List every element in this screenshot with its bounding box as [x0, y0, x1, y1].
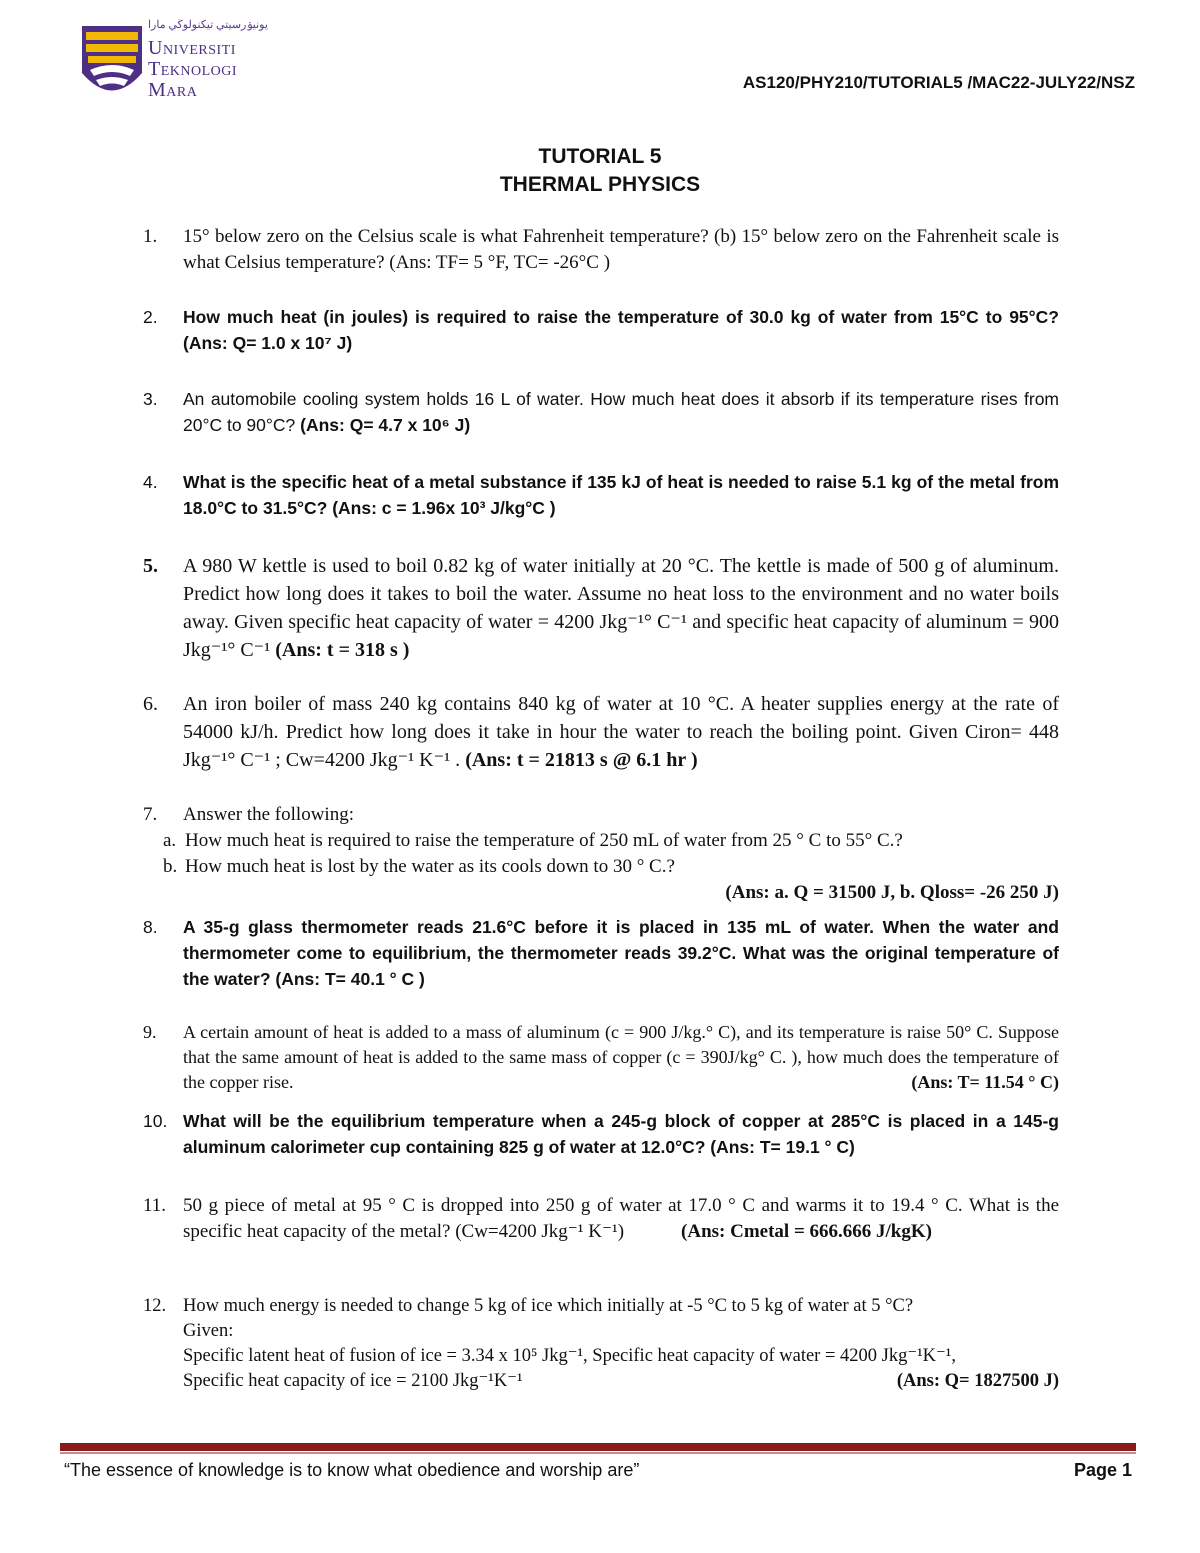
- answer: (Ans: Q= 1827500 J): [896, 1371, 1059, 1391]
- question-number: 3.: [143, 389, 158, 409]
- question-number: 1.: [143, 226, 158, 247]
- answer: (Ans: a. Q = 31500 J, b. Qloss= -26 250 J): [725, 882, 1059, 903]
- question-11: [143, 1193, 1059, 1245]
- answer: (Ans: T= 11.54 ° C): [911, 1072, 1059, 1092]
- question-text: An iron boiler of mass 240 kg contains 840 kg of water at 10 °C. A heater supplies energy at the rate of 54000 kJ/h. Predict how long does it take in hour the water to reach the boiling point. Given Ciron= 448 Jkg⁻¹° C⁻¹ ; Cw=4200 Jkg⁻¹ K⁻¹ .: [183, 693, 1059, 771]
- question-number: 7.: [143, 804, 158, 825]
- course-code: AS120/PHY210/TUTORIAL5 /MAC22-JULY22/NSZ: [742, 73, 1135, 92]
- question-number: 11.: [143, 1195, 167, 1216]
- question-text: Answer the following:: [183, 804, 354, 825]
- question-number: 6.: [143, 693, 158, 715]
- given-line-2: Specific heat capacity of ice = 2100 Jkg⁻¹K⁻¹: [183, 1371, 523, 1391]
- question-5: [143, 552, 1059, 664]
- logo-wordmark: [148, 38, 237, 101]
- question-number: 10.: [143, 1111, 168, 1131]
- answer: (Ans: t = 318 s ): [275, 639, 410, 661]
- question-7: [143, 802, 1059, 906]
- question-text: A 980 W kettle is used to boil 0.82 kg of water initially at 20 °C. The kettle is made of 500 g of aluminum. Predict how long does it takes to boil the water. Assume no heat loss to the environment and no water boils away. Given specific heat capacity of water = 4200 Jkg⁻¹° C⁻¹ and specific heat capacity of aluminum = 900 Jkg⁻¹° C⁻¹: [183, 555, 1059, 661]
- question-text: A certain amount of heat is added to a mass of aluminum (c = 900 J/kg.° C), and its temperature is raise 50° C. Suppose that the same amount of heat is added to the same mass of copper (c = 390J/kg° C. ), how much does the temperature of the copper rise.: [183, 1022, 1059, 1092]
- answer: (Ans: Cmetal = 666.666 J/kgK): [681, 1221, 932, 1242]
- part-label: a.: [163, 830, 177, 851]
- part-text: How much heat is lost by the water as its cools down to 30 ° C.?: [185, 856, 675, 877]
- given-line-1: Specific latent heat of fusion of ice = 3.34 x 10⁵ Jkg⁻¹, Specific heat capacity of water = 4200 Jkg⁻¹K⁻¹,: [183, 1346, 956, 1366]
- logo-line-2: Teknologi: [148, 58, 238, 80]
- question-body: [183, 469, 1059, 521]
- logo-jawi-text: يونيۏرسيتي تيكنولوڬي مارا: [148, 19, 268, 31]
- answer: (Ans: Q= 4.7 x 10⁶ J): [300, 415, 471, 435]
- page-title: [0, 143, 1200, 199]
- given-line-2-row: [183, 1369, 1059, 1394]
- question-number: 8.: [143, 917, 158, 937]
- question-body: [183, 690, 1059, 774]
- question-number: 12.: [143, 1296, 167, 1316]
- question-8: [143, 914, 1059, 992]
- given-heading: Given:: [183, 1321, 234, 1341]
- footer-divider: [60, 1443, 1136, 1451]
- question-body: [183, 914, 1059, 992]
- title-line-2: THERMAL PHYSICS: [499, 173, 701, 196]
- question-text: 50 g piece of metal at 95 ° C is dropped into 250 g of water at 17.0 ° C and warms it to 19.4 ° C. What is the specific heat capacity of the metal? (Cw=4200 Jkg⁻¹ K⁻¹): [183, 1195, 1059, 1242]
- question-text: An automobile cooling system holds 16 L of water. How much heat does it absorb if its temperature rises from 20°C to 90°C?: [183, 389, 1059, 435]
- question-number: 2.: [143, 307, 158, 327]
- title-line-1: TUTORIAL 5: [538, 145, 662, 168]
- question-text: A 35-g glass thermometer reads 21.6°C before it is placed in 135 mL of water. When the water and thermometer come to equilibrium, the thermometer reads 39.2°C. What was the original temperature of the water?: [183, 917, 1059, 989]
- question-7-parts: [143, 828, 1059, 880]
- answer: (Ans: t = 21813 s @ 6.1 hr ): [465, 749, 698, 771]
- question-7-part-b: [163, 854, 1059, 880]
- question-body: [183, 552, 1059, 664]
- question-12: [143, 1294, 1059, 1394]
- question-7-part-a: [163, 828, 1059, 854]
- question-body: [183, 386, 1059, 438]
- question-text: 15° below zero on the Celsius scale is what Fahrenheit temperature? (b) 15° below zero on the Fahrenheit scale is what Celsius temperature? (Ans: TF= 5 °F, TC= -26°C ): [183, 226, 1059, 273]
- answer: (Ans: Q= 1.0 x 10⁷ J): [183, 333, 353, 353]
- question-number: 4.: [143, 472, 158, 492]
- answer: (Ans: T= 40.1 ° C ): [275, 969, 425, 989]
- logo-line-1: Universiti: [148, 37, 236, 59]
- question-9: [143, 1020, 1059, 1095]
- question-3: [143, 386, 1059, 438]
- question-number: 9.: [143, 1022, 157, 1042]
- page-number: Page 1: [1073, 1460, 1132, 1480]
- question-body: [183, 1193, 1059, 1245]
- question-4: [143, 469, 1059, 521]
- question-body: [183, 304, 1059, 356]
- question-number: 5.: [143, 555, 158, 577]
- answer: (Ans: c = 1.96x 10³ J/kg°C ): [332, 498, 556, 518]
- question-10: [143, 1108, 1059, 1160]
- question-text: How much heat (in joules) is required to raise the temperature of 30.0 kg of water from 15°C to 95°C?: [183, 307, 1059, 327]
- question-1: [143, 224, 1059, 276]
- footer-quote: “The essence of knowledge is to know what obedience and worship are”: [64, 1460, 640, 1480]
- footer-divider-shadow: [60, 1452, 1136, 1454]
- part-text: How much heat is required to raise the temperature of 250 mL of water from 25 ° C to 55° C.?: [185, 830, 903, 851]
- question-2: [143, 304, 1059, 356]
- question-body: [183, 1108, 1059, 1160]
- answer: (Ans: T= 19.1 ° C): [710, 1137, 855, 1157]
- question-text: What will be the equilibrium temperature when a 245-g block of copper at 285°C is placed in a 145-g aluminum calorimeter cup containing 825 g of water at 12.0°C?: [183, 1111, 1059, 1157]
- part-label: b.: [163, 856, 178, 877]
- question-text: How much energy is needed to change 5 kg of ice which initially at -5 °C to 5 kg of water at 5 °C?: [183, 1296, 914, 1316]
- question-6: [143, 690, 1059, 774]
- logo-line-3: Mara: [148, 79, 198, 101]
- question-text: What is the specific heat of a metal substance if 135 kJ of heat is needed to raise 5.1 kg of the metal from 18.0°C to 31.5°C?: [183, 472, 1059, 518]
